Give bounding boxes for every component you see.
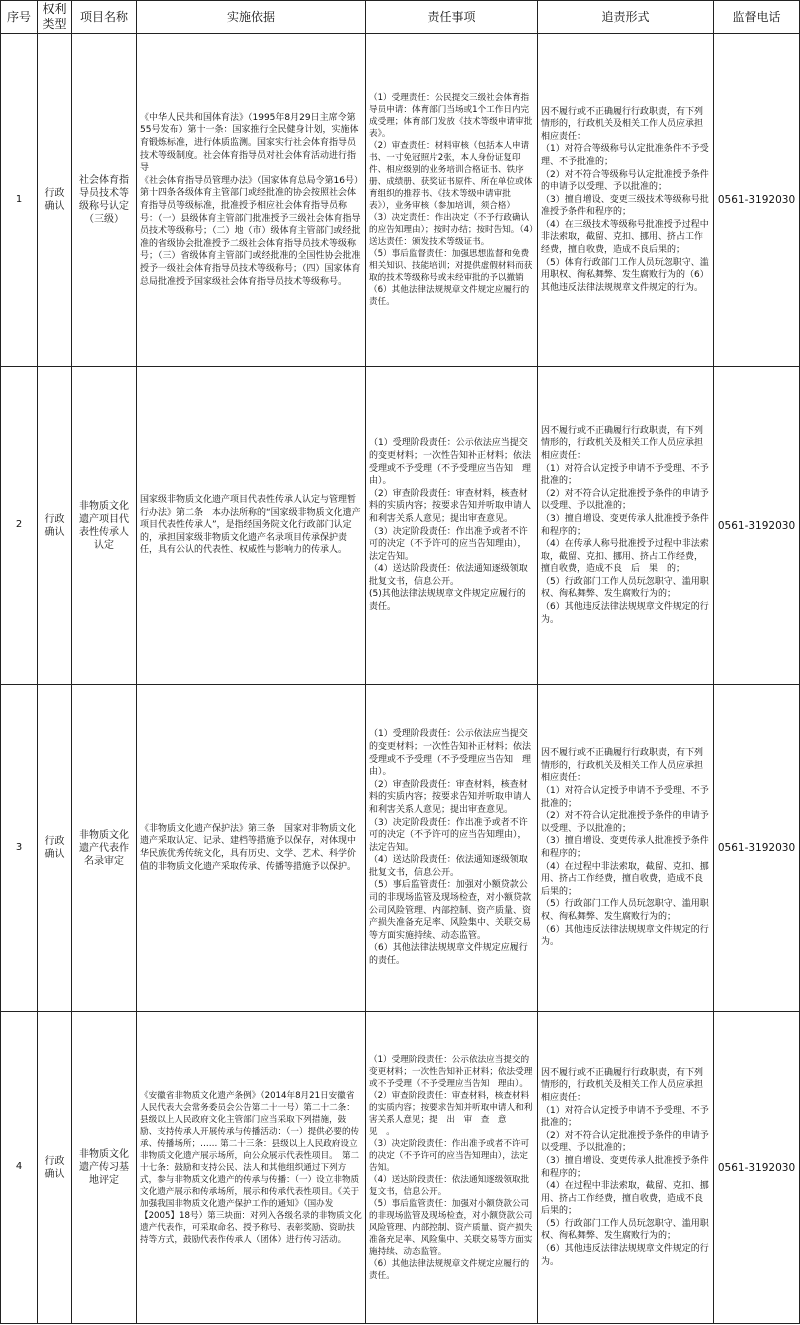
row-basis: 《中华人民共和国体育法》（1995年8月29日主席令第55号发布）第十一条：国家推行全民健身计划，实施体育锻炼标准，进行体质监测。国家实行社会体育指导员技术等级制度。社会体育指导员对社会体育活动进行指导 《社会体育指导员管理办法》（国家体育总局令第16号）第十四条各级体育主管部门或经批准的协会按照社会体育指导员等级标准，批准授予相应社会体育指导员称号：（一）县级体育主管部门批准授予三级社会体育指导员技术等级称号；（二）地（市）级体育主管部门或经批准的省级协会批准授予二级社会体育指导员技术等级称号；（三）省级体育主管部门或经批准的全国性协会批准授予一级社会体育指导员技术等级称号；（四）国家体育总局批准授予国家级社会体育指导员技术等级称号。: [137, 34, 366, 367]
table-row: [1, 34, 800, 367]
table-row: [1, 685, 800, 1012]
row-accountability: 因不履行或不正确履行行政职责，有下列情形的，行政机关及相关工作人员应承担相应责任： （1）对符合等级称号认定批准条件不予受理、不予批准的； （2）对不符合等级称号认定批准授予条件的申请予以受理、予以批准的； （3）擅自增设、变更三级技术等级称号批准授予条件和程序的； （4）在三级技术等级称号批准授予过程中非法索取，截留、克扣、挪用、挤占工作经费，擅自收费，造成不良后果的； （5）体育行政部门工作人员玩忽职守、滥用职权、徇私舞弊、发生腐败行为的（6）其他违反法律法规规章文件规定的行为。: [538, 34, 714, 367]
row-seq: 3: [1, 685, 38, 1012]
row-accountability: 因不履行或不正确履行行政职责，有下列情形的，行政机关及相关工作人员应承担相应责任： （1）对符合认定授予申请不予受理、不予批准的； （2）对不符合认定批准授予条件的申请予以受理、予以批准的； （3）擅自增设、变更传承人批准授予条件和程序的； （4）在过程中非法索取，截留、克扣、挪用、挤占工作经费，擅自收费，造成不良后果的； （5）行政部门工作人员玩忽职守、滥用职权、徇私舞弊、发生腐败行为的； （6）其他违反法律法规规章文件规定的行为。: [538, 1012, 714, 1324]
row-accountability: 因不履行或不正确履行行政职责，有下列情形的，行政机关及相关工作人员应承担相应责任： （1）对符合认定授予申请不予受理、不予批准的； （2）对不符合认定批准授予条件的申请予以受理、予以批准的； （3）擅自增设、变更传承人批准授予条件和程序的； （4）在过程中非法索取，截留、克扣、挪用、挤占工作经费，擅自收费，造成不良后果的； （5）行政部门工作人员玩忽职守、滥用职权、徇私舞弊、发生腐败行为的； （6）其他违反法律法规规章文件规定的行为。: [538, 685, 714, 1012]
row-right-type: 行政确认: [38, 34, 72, 367]
row-project-name: 社会体育指导员技术等级称号认定（三级）: [72, 34, 137, 367]
header-row: [1, 1, 800, 34]
header-duty: 责任事项: [366, 1, 538, 34]
row-basis: 《非物质文化遗产保护法》第三条 国家对非物质文化遗产采取认定、记录、建档等措施予以保存，对体现中华民族优秀传统文化，具有历史、文学、艺术、科学价值的非物质文化遗产采取传承、传播等措施予以保护。: [137, 685, 366, 1012]
header-basis: 实施依据: [137, 1, 366, 34]
row-accountability: 因不履行或不正确履行行政职责，有下列情形的，行政机关及相关工作人员应承担相应责任： （1）对符合认定授予申请不予受理、不予批准的； （2）对不符合认定批准授予条件的申请予以受理、予以批准的； （3）擅自增设、变更传承人批准授予条件和程序的； （4）在传承人称号批准授予过程中非法索取，截留、克扣、挪用、挤占工作经费，擅自收费，造成不良 后 果 的； （5）行政部门工作人员玩忽职守、滥用职权、徇私舞弊、发生腐败行为的； （6）其他违反法律法规规章文件规定的行为。: [538, 367, 714, 685]
row-phone: 0561-3192030: [714, 685, 800, 1012]
header-accountability: 追责形式: [538, 1, 714, 34]
row-phone: 0561-3192030: [714, 1012, 800, 1324]
row-right-type: 行政确认: [38, 1012, 72, 1324]
row-duty: （1）受理阶段责任：公示依法应当提交的变更材料；一次性告知补正材料；依法受理或不予受理（不予受理应当告知 理由）。 （2）审查阶段责任：审查材料，核查材料的实质内容；按要求告知并听取申请人和利害关系人意见；提出审查意见。 （3）决定阶段责任：作出准予或者不许可的决定（不予许可的应当告知理由），法定告知。 （4）送达阶段责任：依法通知逐级领取批复文书，信息公开。 (5)其他法律法规规章文件规定应履行的责任。: [366, 367, 538, 685]
header-project-name: 项目名称: [72, 1, 137, 34]
row-seq: 4: [1, 1012, 38, 1324]
row-right-type: 行政确认: [38, 367, 72, 685]
row-project-name: 非物质文化遗产传习基地评定: [72, 1012, 137, 1324]
header-right-type: 权利类型: [38, 1, 72, 34]
row-phone: 0561-3192030: [714, 367, 800, 685]
row-duty: （1）受理阶段责任：公示依法应当提交的变更材料；一次性告知补正材料；依法受理或不予受理（不予受理应当告知 理由）。 （2）审查阶段责任：审查材料，核查材料的实质内容；按要求告知并听取申请人和利害关系人意见；提 出 审 查 意 见 。 （3）决定阶段责任：作出准予或者不许可的决定（不予许可的应当告知理由），法定告知。 （4）送达阶段责任：依法通知逐级领取批复文书，信息公开。 （5）事后监管责任：加强对小额贷款公司的非现场监管及现场检查，对小额贷款公司风险管理、内部控制、资产质量、资产损失准备充足率、风险集中、关联交易等方面实施持续、动态监管。 （6）其他法律法规规章文件规定应履行的责任。: [366, 1012, 538, 1324]
row-project-name: 非物质文化遗产代表作名录审定: [72, 685, 137, 1012]
row-seq: 2: [1, 367, 38, 685]
row-basis: 国家级非物质文化遗产项目代表性传承人认定与管理暂行办法》第二条 本办法所称的“国家级非物质文化遗产项目代表性传承人”，是指经国务院文化行政部门认定的，承担国家级非物质文化遗产名录项目传承保护责任，具有公认的代表性、权威性与影响力的传承人。: [137, 367, 366, 685]
row-basis: 《安徽省非物质文化遗产条例》（2014年8月21日安徽省人民代表大会常务委员会公告第二十一号）第二十二条：县级以上人民政府文化主管部门应当采取下列措施，鼓励、支持传承人开展传承与传播活动：（一）提供必要的传承、传播场所；…… 第二十三条：县级以上人民政府设立非物质文化遗产展示场所，向公众展示代表性项目。 第二十七条：鼓励和支持公民、法人和其他组织通过下列方式，参与非物质文化遗产的传承与传播：（一）设立非物质文化遗产展示和传承场所，展示和传承代表性项目。《关于加强我国非物质文化遗产保护工作的通知》（国办发【2005】18号）第三块面：对列入各级名录的非物质文化遗产代表作，可采取命名、授予称号、表彰奖励、资助扶持等方式，鼓励代表作传承人（团体）进行传习活动。: [137, 1012, 366, 1324]
header-phone: 监督电话: [714, 1, 800, 34]
row-duty: （1）受理阶段责任：公示依法应当提交的变更材料；一次性告知补正材料；依法受理或不予受理（不予受理应当告知 理由）。 （2）审查阶段责任：审查材料，核查材料的实质内容；按要求告知并听取申请人和利害关系人意见；提出审查意见。 （3）决定阶段责任：作出准予或者不许可的决定（不予许可的应当告知理由），法定告知。 （4）送达阶段责任：依法通知逐级领取批复文书，信息公开。 （5）事后监管责任：加强对小额贷款公司的非现场监管及现场检查，对小额贷款公司风险管理、内部控制、资产质量、资产损失准备充足率、风险集中、关联交易等方面实施持续、动态监管。 （6）其他法律法规规章文件规定应履行的责任。: [366, 685, 538, 1012]
table-row: [1, 367, 800, 685]
row-project-name: 非物质文化遗产项目代表性传承人认定: [72, 367, 137, 685]
row-phone: 0561-3192030: [714, 34, 800, 367]
row-right-type: 行政确认: [38, 685, 72, 1012]
header-seq: 序号: [1, 1, 38, 34]
row-seq: 1: [1, 34, 38, 367]
row-duty: （1）受理责任：公民提交三级社会体育指导员申请：体育部门当场或1个工作日内完成受理；体育部门发放《技术等级申请审批表》。 （2）审查责任：材料审核（包括本人申请书、一寸免冠照片2张，本人身份证复印件、相应级别的业务培训合格证书、铁序册、成绩册、获奖证书原件、所在单位或体育组织的推荐书、《技术等级申请审批表》），业务审核（参加培训，须合格） （3）决定责任：作出决定（不予行政确认的应告知理由）；按时办结；按时告知。（4）送达责任：颁发技术等级证书。 （5）事后监督责任：加强思想监督和免费相关知识、技能培训；对提供虚假材料而获取的技术等级称号或未经审批的予以撤销 （6）其他法律法规规章文件规定应履行的责任。: [366, 34, 538, 367]
table-row: [1, 1012, 800, 1324]
